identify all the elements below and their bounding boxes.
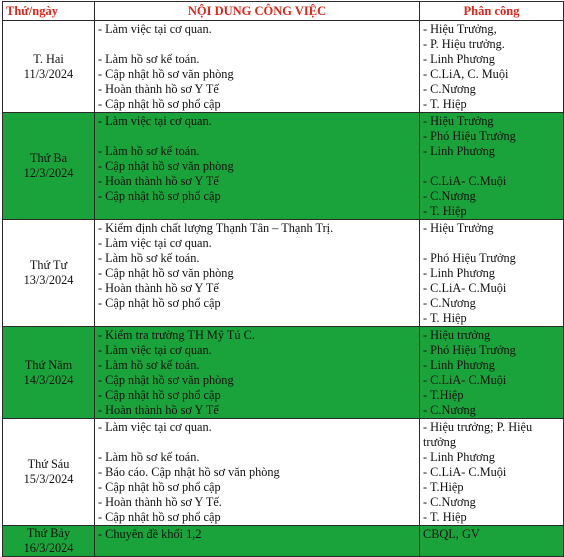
assignee-line: - C.LiA- C.Muội [423,465,507,479]
assignee-line: - Phó Hiệu Trưởng [423,251,516,265]
work-content-cell [95,21,420,113]
task-line: - Cập nhật hồ sơ văn phòng [98,159,234,173]
task-line: - Cập nhật hồ sơ phổ cập [98,189,221,203]
task-line [98,129,419,144]
task-line: - Cập nhật hồ sơ văn phòng [98,266,234,280]
day-cell [3,21,95,113]
schedule-row [3,327,564,419]
day-date: 13/3/2024 [23,273,74,287]
assignee-line: - Linh Phương [423,358,495,372]
table-body [3,21,564,557]
task-line: - Làm việc tại cơ quan. [98,420,212,434]
header-work-content: NỘI DUNG CÔNG VIỆC [95,2,420,21]
assignee-line: - C.LiA- C.Muội [423,174,507,188]
day-date: 15/3/2024 [23,472,74,486]
schedule-row [3,21,564,113]
assignee-line: - C.Nương [423,189,476,203]
assignee-line: - P. Hiệu trưởng. [423,37,505,51]
schedule-row [3,113,564,220]
day-date: 14/3/2024 [23,372,74,387]
day-name: Thứ Ba [29,151,68,165]
assignee-line: - Hiệu trưởng; P. Hiệu [423,420,533,434]
assignee-line: - C.LiA, C. Muội [423,67,509,81]
assignee-line: - Phó Hiệu Trưởng [423,129,516,143]
assignment-cell [420,113,564,220]
task-line: - Hoàn thành hồ sơ Y Tế [98,174,219,188]
assignee-line: - C.Nương [423,82,476,96]
task-line: - Làm hồ sơ kế toán. [98,450,200,464]
work-content-cell [95,526,420,557]
task-line: - Kiểm định chất lượng Thạnh Tân – Thạnh Trị. [98,221,334,235]
task-line: - Làm hồ sơ kế toán. [98,358,200,372]
day-name: Thứ Sáu [27,457,70,471]
task-line: - Làm hồ sơ kế toán. [98,52,200,66]
assignee-line [423,236,563,251]
work-content-cell [95,113,420,220]
assignee-line: - Phó Hiệu Trưởng [423,343,516,357]
task-line: - Làm hồ sơ kế toán. [98,251,200,265]
assignment-cell [420,220,564,327]
task-line: - Làm việc tại cơ quan. [98,22,212,36]
task-line: - Cập nhật hồ sơ văn phòng [98,373,234,387]
assignee-line: - T. Hiệp [423,204,467,218]
assignee-line: - Hiệu Trưởng [423,221,494,235]
day-date: 11/3/2024 [23,66,74,81]
header-day-date: Thứ/ngày [3,2,95,21]
day-name: Thứ Năm [24,357,73,372]
day-date: 16/3/2024 [23,541,74,555]
header-assignment: Phân công [420,2,564,21]
task-line: - Làm việc tại cơ quan. [98,343,212,357]
day-cell [3,526,95,557]
day-name: Thứ Bảy [26,526,71,540]
task-line: - Cập nhật hồ sơ văn phòng [98,67,234,81]
day-cell [3,220,95,327]
assignee-line: - T. Hiệp [423,97,467,111]
task-line: - Cập nhật hồ sơ phổ cập [98,510,221,524]
assignee-line: - C.Nương [423,296,476,310]
assignee-line: - Hiệu Trưởng [423,114,494,128]
assignee-line: - C.Nương [423,495,476,509]
schedule-row [3,526,564,557]
assignee-line [423,159,563,174]
task-line: - Chuyên đề khối 1,2 [98,527,202,541]
assignee-line: - T. Hiệp [423,510,467,524]
assignee-line: - C.LiA- C.Muội [423,281,507,295]
task-line: - Cập nhật hồ sơ phổ cập [98,296,221,310]
day-cell [3,327,95,419]
schedule-row [3,419,564,526]
assignment-cell [420,21,564,113]
task-line: - Làm hồ sơ kế toán. [98,144,200,158]
day-cell [3,113,95,220]
assignee-line: - Linh Phương [423,450,495,464]
assignee-line: - Linh Phương [423,266,495,280]
task-line [98,435,419,450]
task-line [98,37,419,52]
task-line: - Báo cáo. Cập nhật hồ sơ văn phòng [98,465,280,479]
task-line: - Cập nhật hồ sơ phổ cập [98,97,221,111]
day-date: 12/3/2024 [23,166,74,180]
assignee-line: - Linh Phương [423,144,495,158]
assignee-line: - C.Nương [423,403,476,417]
work-content-cell [95,327,420,419]
assignee-line: - T.Hiệp [423,388,464,402]
assignee-line: trưởng [423,435,456,449]
assignee-line: - Hiệu Trưởng, [423,22,497,36]
task-line: - Cập nhật hồ sơ phổ cập [98,388,221,402]
table-header [3,2,564,21]
task-line: - Hoàn thành hồ sơ Y Tế. [98,495,222,509]
work-content-cell [95,419,420,526]
assignment-cell [420,419,564,526]
assignee-line: CBQL, GV [423,527,480,541]
assignment-cell [420,327,564,419]
weekly-schedule-table [2,1,564,557]
task-line: - Hoàn thành hồ sơ Y Tế [98,281,219,295]
assignee-line: - Hiệu trưởng [423,328,491,342]
day-cell [3,419,95,526]
work-content-cell [95,220,420,327]
task-line: - Làm việc tại cơ quan. [98,236,212,250]
assignment-cell [420,526,564,557]
assignee-line: - T. Hiệp [423,311,467,325]
task-line: - Kiểm tra trường TH Mỹ Tú C. [98,328,255,342]
task-line: - Cập nhật hồ sơ phổ cập [98,480,221,494]
task-line: - Làm việc tại cơ quan. [98,114,212,128]
task-line: - Hoàn thành hồ sơ Y Tế [98,82,219,96]
day-name: T. Hai [33,51,64,66]
day-name: Thứ Tư [29,258,68,272]
task-line: - Hoàn thành hồ sơ Y Tế [98,403,219,417]
assignee-line: - Linh Phương [423,52,495,66]
assignee-line: - T.Hiệp [423,480,464,494]
assignee-line: - C.LiA- C.Muội [423,373,507,387]
schedule-row [3,220,564,327]
